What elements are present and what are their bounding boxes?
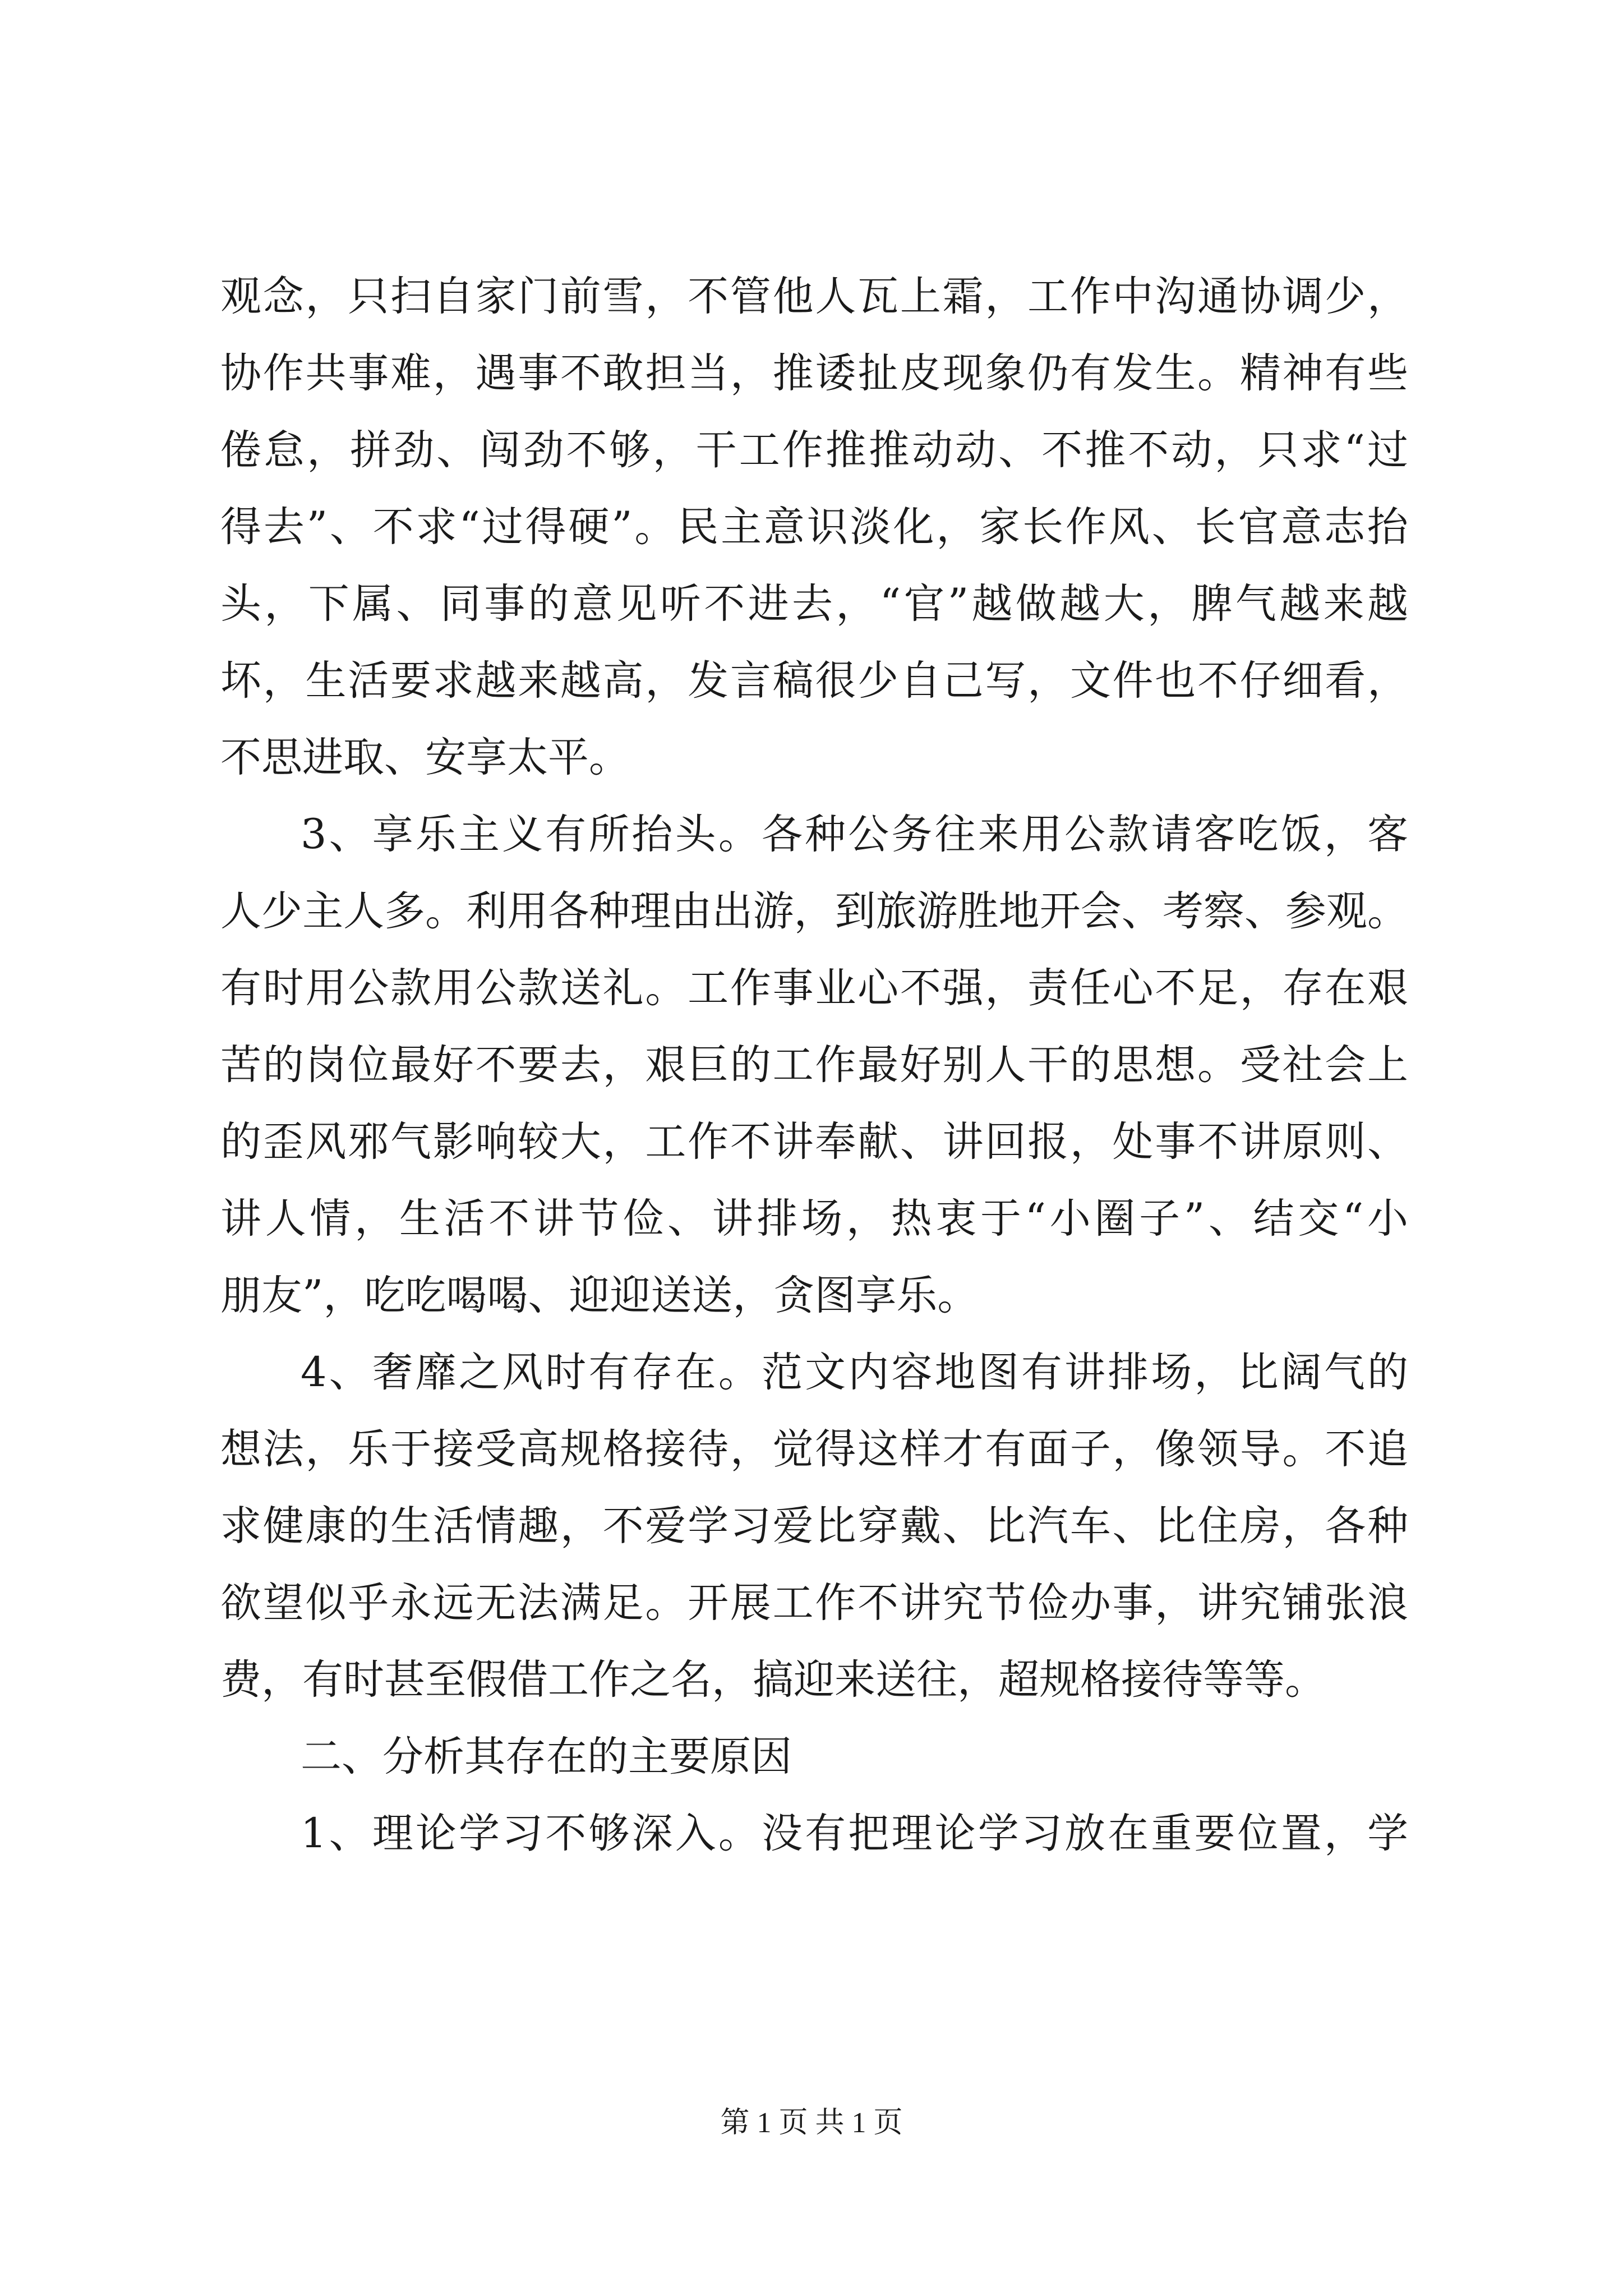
paragraph-start-line: 1、理论学习不够深入。没有把理论学习放在重要位置，学: [301, 1810, 1408, 1857]
text-line: 头，下属、同事的意见听不进去，“官”越做越大，脾气越来越: [220, 580, 1408, 628]
text-line: 求健康的生活情趣，不爱学习爱比穿戴、比汽车、比住房，各种: [220, 1502, 1408, 1550]
text-line: 有时用公款用公款送礼。工作事业心不强，责任心不足，存在艰: [220, 964, 1408, 1012]
text-line: 朋友”，吃吃喝喝、迎迎送送，贪图享乐。: [220, 1272, 979, 1319]
text-line: 倦怠，拼劲、闯劲不够，干工作推推动动、不推不动，只求“过: [220, 426, 1408, 474]
text-line: 费，有时甚至假借工作之名，搞迎来送往，超规格接待等等。: [220, 1656, 1326, 1704]
text-line: 的歪风邪气影响较大，工作不讲奉献、讲回报，处事不讲原则、: [220, 1118, 1408, 1166]
page-footer: 第 1 页 共 1 页: [720, 2107, 903, 2139]
section-heading: 二、分析其存在的主要原因: [301, 1733, 792, 1780]
text-line: 坏，生活要求越来越高，发言稿很少自己写，文件也不仔细看，: [220, 657, 1408, 705]
text-line: 得去”、不求“过得硬”。民主意识淡化，家长作风、长官意志抬: [220, 503, 1408, 551]
text-line: 不思进取、安享太平。: [220, 734, 630, 781]
text-line: 苦的岗位最好不要去，艰巨的工作最好别人干的思想。受社会上: [220, 1041, 1408, 1089]
text-line: 观念，只扫自家门前雪，不管他人瓦上霜，工作中沟通协调少，: [220, 273, 1408, 320]
text-line: 欲望似乎永远无法满足。开展工作不讲究节俭办事，讲究铺张浪: [220, 1579, 1408, 1627]
text-line: 讲人情，生活不讲节俭、讲排场，热衷于“小圈子”、结交“小: [220, 1195, 1408, 1243]
text-line: 想法，乐于接受高规格接待，觉得这样才有面子，像领导。不追: [220, 1425, 1408, 1473]
text-line: 人少主人多。利用各种理由出游，到旅游胜地开会、考察、参观。: [220, 887, 1408, 935]
paragraph-start-line: 3、享乐主义有所抬头。各种公务往来用公款请客吃饭，客: [301, 811, 1408, 858]
text-line: 协作共事难，遇事不敢担当，推诿扯皮现象仍有发生。精神有些: [220, 349, 1408, 397]
paragraph-start-line: 4、奢靡之风时有存在。范文内容地图有讲排场，比阔气的: [301, 1349, 1408, 1396]
